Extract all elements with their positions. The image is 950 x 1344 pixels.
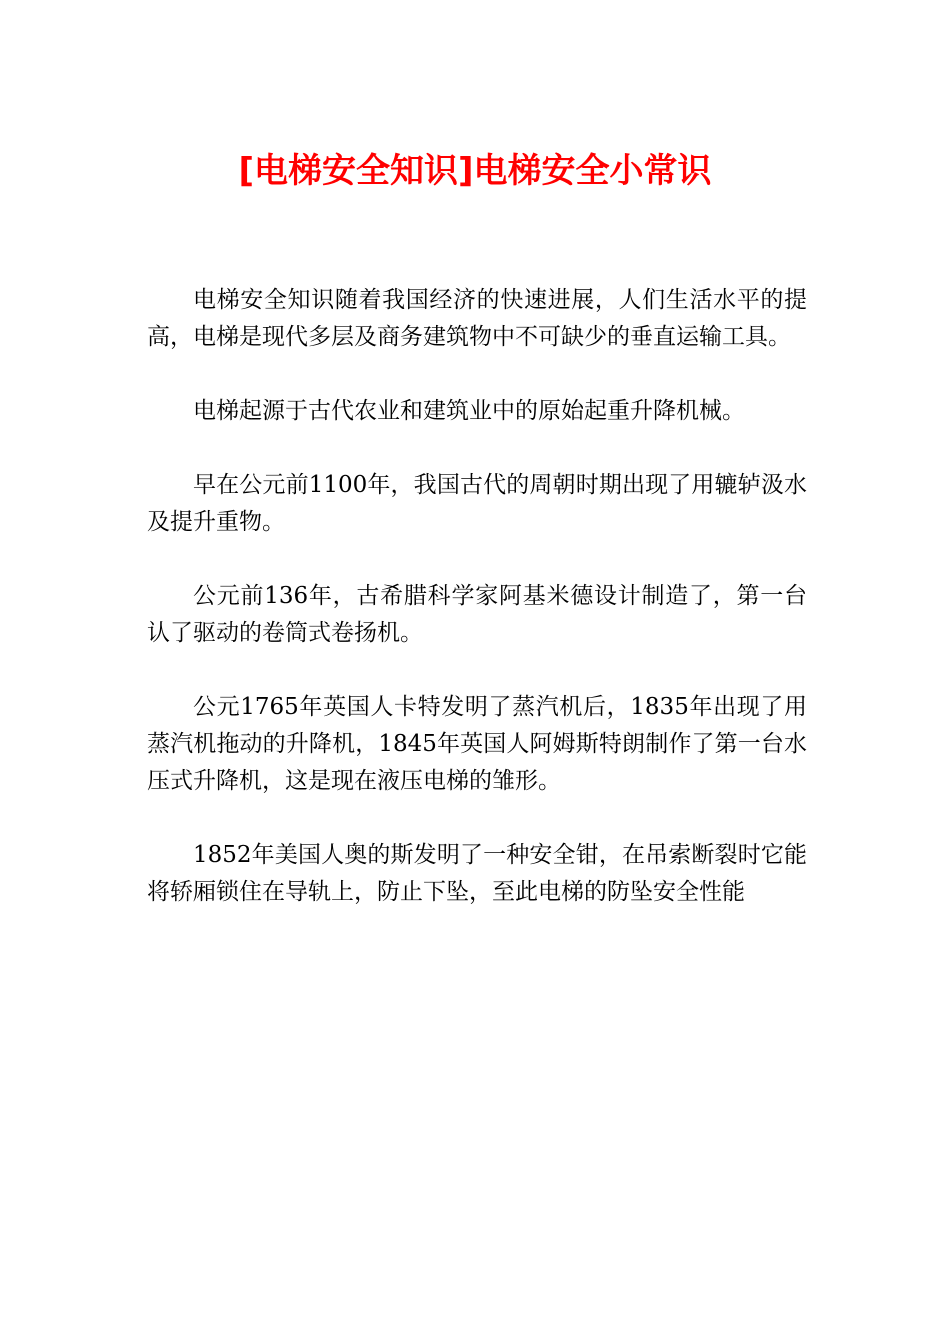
paragraph-5: 公元1765年英国人卡特发明了蒸汽机后，1835年出现了用蒸汽机拖动的升降机，1845年英国人阿姆斯特朗制作了第一台水压式升降机，这是现在液压电梯的雏形。 — [147, 694, 807, 794]
paragraph-3: 早在公元前1100年，我国古代的周朝时期出现了用辘轳汲水及提升重物。 — [147, 472, 807, 535]
page-title: [电梯安全知识]电梯安全小常识 — [238, 151, 712, 191]
paragraph-4: 公元前136年，古希腊科学家阿基米德设计制造了，第一台认了驱动的卷筒式卷扬机。 — [147, 583, 807, 646]
paragraph-6: 1852年美国人奥的斯发明了一种安全钳，在吊索断裂时它能将轿厢锁住在导轨上，防止下坠，至此电梯的防坠安全性能 — [147, 842, 807, 905]
document-body — [147, 282, 807, 948]
paragraph-1: 电梯安全知识随着我国经济的快速进展，人们生活水平的提高，电梯是现代多层及商务建筑物中不可缺少的垂直运输工具。 — [147, 287, 807, 350]
paragraph-2: 电梯起源于古代农业和建筑业中的原始起重升降机械。 — [193, 398, 745, 424]
